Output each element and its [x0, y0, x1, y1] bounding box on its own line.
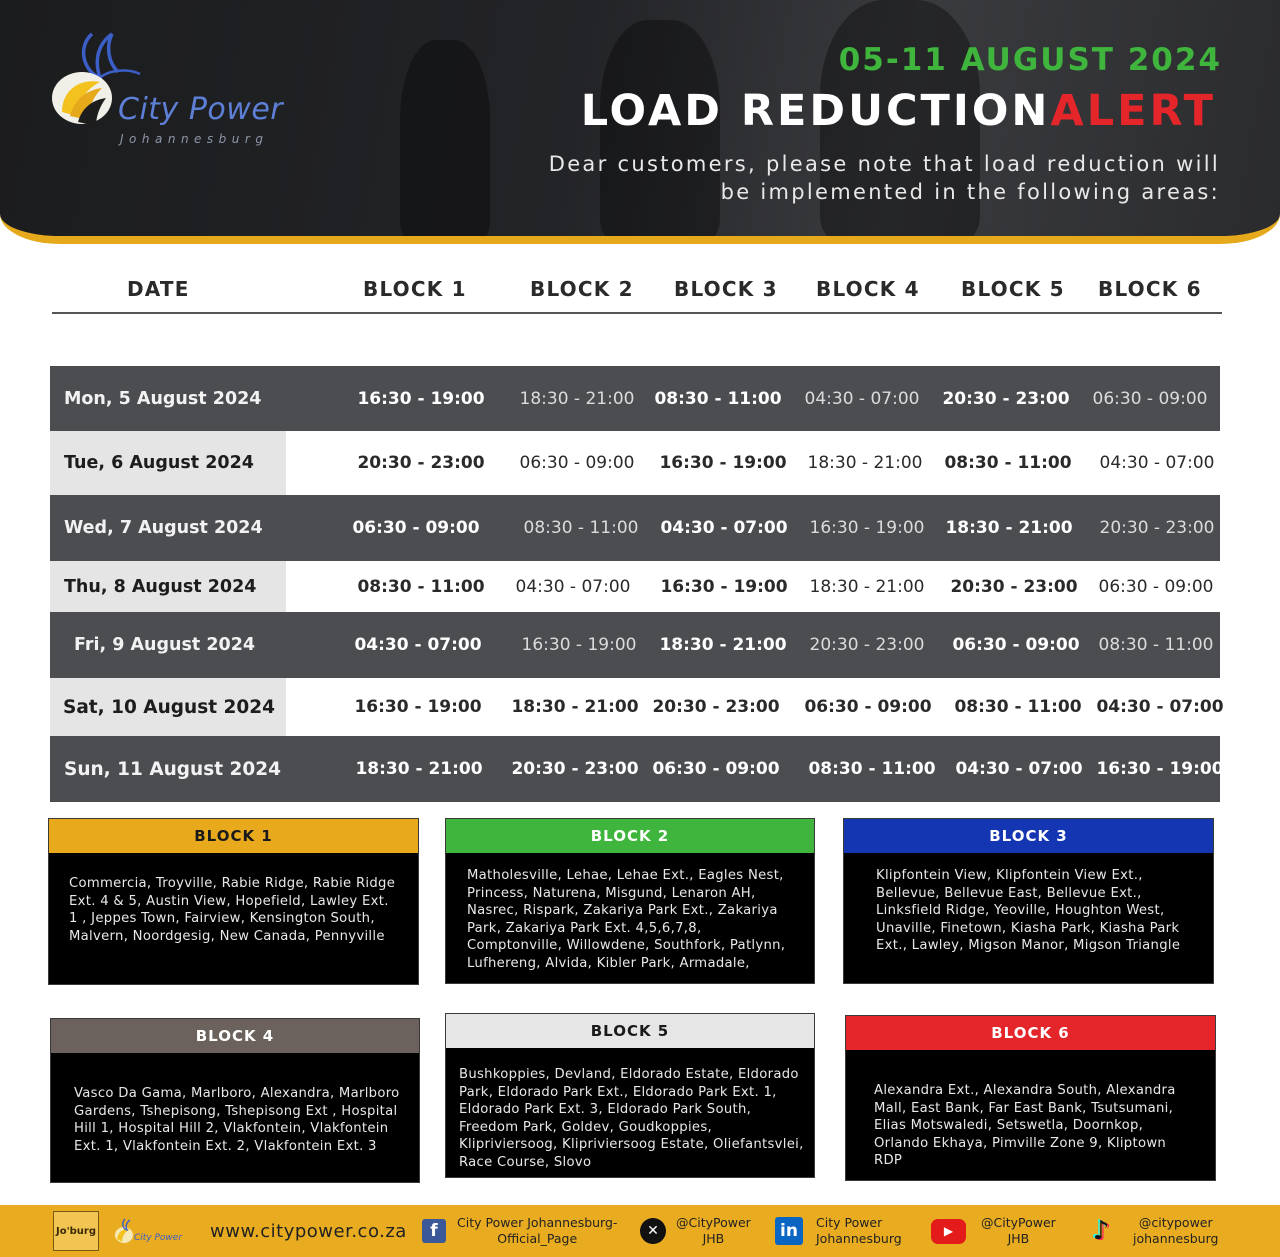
date-range: 05-11 AUGUST 2024 [838, 42, 1222, 78]
slot-block-4: 16:30 - 19:00 [809, 518, 925, 538]
column-header-block-1: BLOCK 1 [363, 277, 467, 301]
slot-block-6: 20:30 - 23:00 [1099, 518, 1215, 538]
slot-block-6: 06:30 - 09:00 [1092, 388, 1208, 409]
youtube-link[interactable] [931, 1205, 1056, 1257]
block-5-title: BLOCK 5 [446, 1014, 814, 1048]
slot-block-1: 08:30 - 11:00 [357, 576, 485, 597]
intro-line: be implemented in the following areas: [720, 180, 1220, 204]
slot-block-1: 16:30 - 19:00 [357, 388, 485, 409]
citypower-footer-text: City Power [134, 1233, 183, 1243]
linkedin-icon: in [775, 1217, 803, 1245]
youtube-handle-line1: @CityPower [981, 1215, 1056, 1230]
city-power-small-icon [114, 1217, 136, 1245]
slot-block-1: 04:30 - 07:00 [354, 635, 482, 655]
brand-name: City Power [118, 92, 284, 127]
x-handle-line2: JHB [702, 1231, 725, 1246]
facebook-handle-line1: City Power Johannesburg- [457, 1215, 618, 1230]
schedule-row [50, 612, 1220, 678]
slot-block-4: 04:30 - 07:00 [804, 388, 920, 409]
column-header-block-3: BLOCK 3 [674, 277, 778, 301]
schedule-row [50, 561, 1220, 612]
facebook-handle [457, 1215, 617, 1247]
linkedin-handle [816, 1215, 902, 1247]
slot-block-1: 18:30 - 21:00 [355, 759, 483, 779]
block-4-title: BLOCK 4 [51, 1019, 419, 1053]
x-handle [676, 1215, 751, 1247]
row-date: Mon, 5 August 2024 [64, 388, 262, 409]
block-2-areas: Matholesville, Lehae, Lehae Ext., Eagles Nest, Princess, Naturena, Misgund, Lenaron AH, Nasrec, Rispark, Zakariya Park Ext., Zakariya Park, Zakariya Park Ext. 4,5,6,7,8, Comptonville, Willowdene, Southfork, Patlynn, Lufhereng, Alvida, Kibler Park, Armadale, [467, 868, 786, 971]
slot-block-3: 08:30 - 11:00 [654, 388, 782, 409]
slot-block-4: 18:30 - 21:00 [809, 576, 925, 597]
linkedin-handle-line2: Johannesburg [816, 1231, 902, 1246]
slot-block-3: 06:30 - 09:00 [652, 759, 780, 779]
row-date: Fri, 9 August 2024 [74, 635, 256, 655]
website-link[interactable]: www.citypower.co.za [210, 1220, 407, 1242]
slot-block-6: 16:30 - 19:00 [1096, 759, 1224, 779]
tiktok-handle-line1: @citypower [1138, 1215, 1213, 1230]
column-header-block-4: BLOCK 4 [816, 277, 920, 301]
header-banner [0, 0, 1280, 244]
facebook-link[interactable] [422, 1205, 617, 1257]
slot-block-3: 16:30 - 19:00 [659, 453, 787, 473]
linkedin-handle-line1: City Power [816, 1215, 883, 1230]
block-1-areas-card [48, 818, 419, 985]
row-date: Sat, 10 August 2024 [50, 678, 286, 736]
slot-block-2: 06:30 - 09:00 [519, 453, 635, 473]
title-main: LOAD REDUCTION [580, 86, 1051, 136]
slot-block-5: 08:30 - 11:00 [954, 697, 1082, 717]
column-header-block-5: BLOCK 5 [961, 277, 1065, 301]
block-2-areas-card [445, 818, 815, 984]
slot-block-4: 08:30 - 11:00 [808, 759, 936, 779]
slot-block-6: 06:30 - 09:00 [1098, 576, 1214, 597]
slot-block-5: 06:30 - 09:00 [952, 635, 1080, 655]
citypower-footer-logo [114, 1205, 182, 1257]
block-6-areas-card [845, 1015, 1216, 1181]
block-4-areas: Vasco Da Gama, Marlboro, Alexandra, Marlboro Gardens, Tshepisong, Tshepisong Ext , Hospital Hill 1, Hospital Hill 2, Vlakfontein, Vlakfontein Ext. 1, Vlakfontein Ext. 2, Vlakfontein Ext. 3 [74, 1086, 400, 1154]
youtube-handle [981, 1215, 1056, 1247]
slot-block-5: 18:30 - 21:00 [945, 518, 1073, 538]
slot-block-2: 18:30 - 21:00 [511, 697, 639, 717]
block-1-title: BLOCK 1 [49, 819, 418, 853]
linkedin-link[interactable] [775, 1205, 902, 1257]
intro-text [460, 150, 1220, 206]
page-title [581, 86, 1216, 136]
title-alert: ALERT [1050, 86, 1216, 136]
block-3-title: BLOCK 3 [844, 819, 1213, 853]
slot-block-6: 08:30 - 11:00 [1098, 635, 1214, 655]
slot-block-6: 04:30 - 07:00 [1099, 453, 1215, 473]
block-6-title: BLOCK 6 [846, 1016, 1215, 1050]
slot-block-3: 16:30 - 19:00 [660, 576, 788, 597]
column-header-block-2: BLOCK 2 [530, 277, 634, 301]
slot-block-2: 04:30 - 07:00 [515, 576, 631, 597]
slot-block-1: 16:30 - 19:00 [354, 697, 482, 717]
block-5-areas: Bushkoppies, Devland, Eldorado Estate, Eldorado Park, Eldorado Park Ext., Eldorado Park Ext. 1, Eldorado Park Ext. 3, Eldorado Park South, Freedom Park, Goldev, Goudkoppies, Klipriviersoog, Klipriviersoog Estate, Oliefantsvlei, Race Course, Slovo [459, 1067, 804, 1170]
brand-subtitle: Johannesburg [120, 132, 269, 146]
column-header-date: DATE [127, 277, 190, 301]
row-date: Sun, 11 August 2024 [64, 758, 282, 780]
facebook-handle-line2: Official_Page [497, 1231, 578, 1246]
slot-block-2: 20:30 - 23:00 [511, 759, 639, 779]
block-1-areas: Commercia, Troyville, Rabie Ridge, Rabie Ridge Ext. 4 & 5, Austin View, Hopefield, Lawley Ext. 1 , Jeppes Town, Fairview, Kensington South, Malvern, Noordgesig, New Canada, Pennyville [69, 876, 396, 944]
block-3-areas: Klipfontein View, Klipfontein View Ext., Bellevue, Bellevue East, Bellevue Ext., Linksfield Ridge, Yeoville, Houghton West, Unaville, Finetown, Kiasha Park, Kiasha Park Ext., Lawley, Migson Manor, Migson Triangle [876, 868, 1181, 953]
city-power-logo [48, 26, 288, 156]
row-date: Thu, 8 August 2024 [50, 561, 286, 612]
slot-block-4: 18:30 - 21:00 [807, 453, 923, 473]
x-handle-line1: @CityPower [676, 1215, 751, 1230]
row-date: Tue, 6 August 2024 [50, 431, 286, 495]
block-4-areas-card [50, 1018, 420, 1183]
x-link[interactable] [640, 1205, 751, 1257]
block-2-title: BLOCK 2 [446, 819, 814, 853]
slot-block-3: 20:30 - 23:00 [652, 697, 780, 717]
youtube-handle-line2: JHB [1007, 1231, 1030, 1246]
schedule-row [50, 431, 1220, 495]
slot-block-5: 20:30 - 23:00 [950, 576, 1078, 597]
slot-block-3: 04:30 - 07:00 [660, 518, 788, 538]
slot-block-4: 20:30 - 23:00 [809, 635, 925, 655]
joburg-logo-mark: Jo'burg [53, 1211, 99, 1251]
tiktok-link[interactable] [1087, 1205, 1218, 1257]
slot-block-5: 08:30 - 11:00 [944, 453, 1072, 473]
facebook-icon: f [422, 1219, 446, 1243]
slot-block-4: 06:30 - 09:00 [804, 697, 932, 717]
row-date: Wed, 7 August 2024 [64, 518, 263, 538]
slot-block-2: 16:30 - 19:00 [521, 635, 637, 655]
slot-block-5: 04:30 - 07:00 [955, 759, 1083, 779]
schedule-row [50, 366, 1220, 431]
tiktok-icon: ♪ [1092, 1216, 1110, 1246]
slot-block-5: 20:30 - 23:00 [942, 388, 1070, 409]
joburg-logo [53, 1205, 99, 1257]
slot-block-3: 18:30 - 21:00 [659, 635, 787, 655]
schedule-row [50, 678, 1224, 736]
slot-block-2: 18:30 - 21:00 [519, 388, 635, 409]
background-silhouette [400, 40, 490, 240]
footer-bar [0, 1205, 1280, 1257]
slot-block-6: 04:30 - 07:00 [1096, 697, 1224, 717]
x-icon: ✕ [640, 1218, 666, 1244]
schedule-row [50, 736, 1224, 802]
schedule-row [50, 495, 1220, 561]
slot-block-2: 08:30 - 11:00 [523, 518, 639, 538]
header-divider [52, 312, 1222, 314]
block-6-areas: Alexandra Ext., Alexandra South, Alexandra Mall, East Bank, Far East Bank, Tsutsumani, Elias Motswaledi, Setswetla, Doornkop, Orlando Ekhaya, Pimville Zone 9, Kliptown RDP [874, 1083, 1176, 1168]
tiktok-handle-line2: johannesburg [1133, 1231, 1219, 1246]
youtube-icon: ▶ [931, 1219, 966, 1244]
slot-block-1: 20:30 - 23:00 [357, 453, 485, 473]
column-header-block-6: BLOCK 6 [1098, 277, 1202, 301]
slot-block-1: 06:30 - 09:00 [352, 518, 480, 538]
block-3-areas-card [843, 818, 1214, 984]
tiktok-handle [1133, 1215, 1218, 1247]
intro-line: Dear customers, please note that load reduction will [548, 152, 1220, 176]
block-5-areas-card [445, 1013, 815, 1178]
